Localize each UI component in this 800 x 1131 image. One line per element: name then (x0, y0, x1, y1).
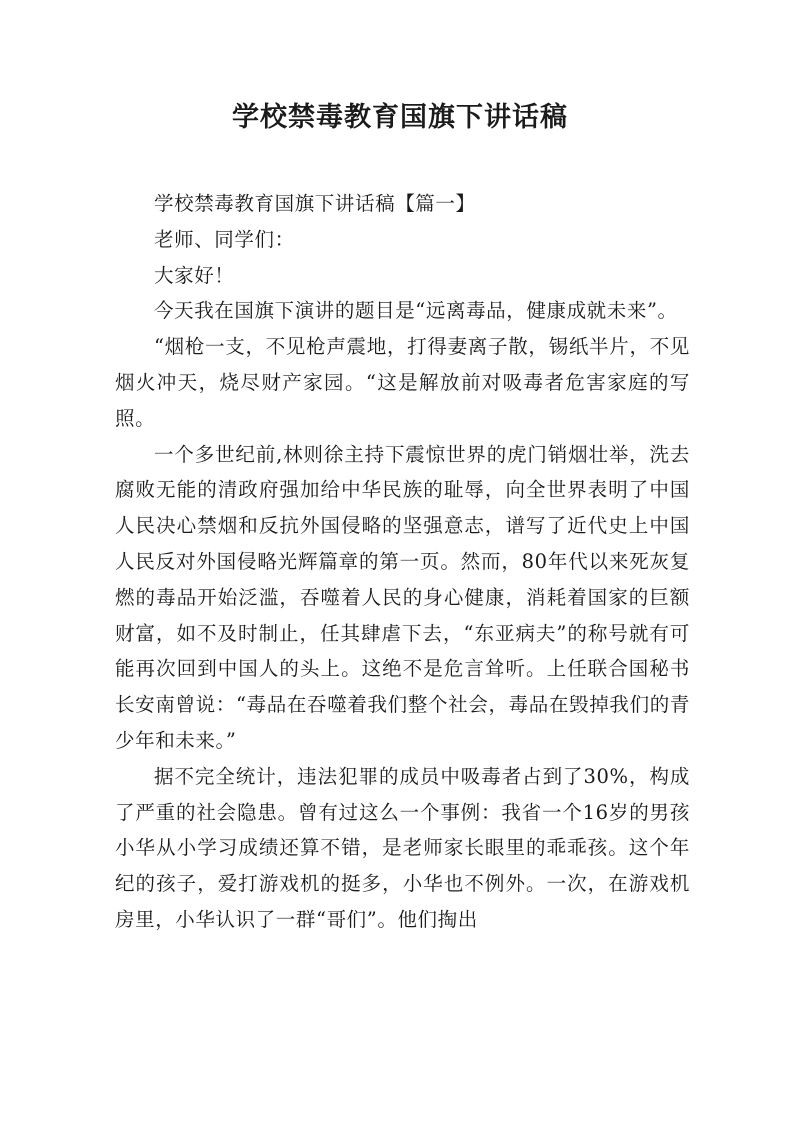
paragraph-salutation: 老师、同学们： (154, 227, 295, 251)
paragraph-topic: 今天我在国旗下演讲的题目是“远离毒品，健康成就未来”。 (154, 299, 678, 323)
document-title: 学校禁毒教育国旗下讲话稿 (232, 102, 568, 133)
paragraph-statistics: 据不完全统计，违法犯罪的成员中吸毒者占到了30%，构成了严重的社会隐患。曾有过这么一个事例：我省一个16岁的男孩小华从小学习成绩还算不错，是老师家长眼里的乖乖孩。这个年纪的孩子，爱打游戏机的挺多，小华也不例外。一次，在游戏机房里，小华认识了一群“哥们”。他们掏出 (115, 764, 690, 931)
document-body (115, 186, 690, 938)
paragraph-quote: “烟枪一支，不见枪声震地，打得妻离子散，锡纸半片，不见烟火冲天，烧尽财产家园。“这是解放前对吸毒者危害家庭的写照。 (115, 335, 690, 430)
paragraph-section-heading: 学校禁毒教育国旗下讲话稿【篇一】 (154, 192, 476, 215)
paragraph-history: 一个多世纪前,林则徐主持下震惊世界的虎门销烟壮举，洗去腐败无能的清政府强加给中华民族的耻辱，向全世界表明了中国人民决心禁烟和反抗外国侵略的坚强意志，谱写了近代史上中国人民反对外国侵略光辉篇章的第一页。然而，80年代以来死灰复燃的毒品开始泛滥，吞噬着人民的身心健康，消耗着国家的巨额财富，如不及时制止，任其肆虐下去，“东亚病夫”的称号就有可能再次回到中国人的头上。这绝不是危言耸听。上任联合国秘书长安南曾说：“毒品在吞噬着我们整个社会，毒品在毁掉我们的青少年和未来。” (115, 442, 690, 752)
paragraph-greeting: 大家好！ (154, 263, 235, 287)
